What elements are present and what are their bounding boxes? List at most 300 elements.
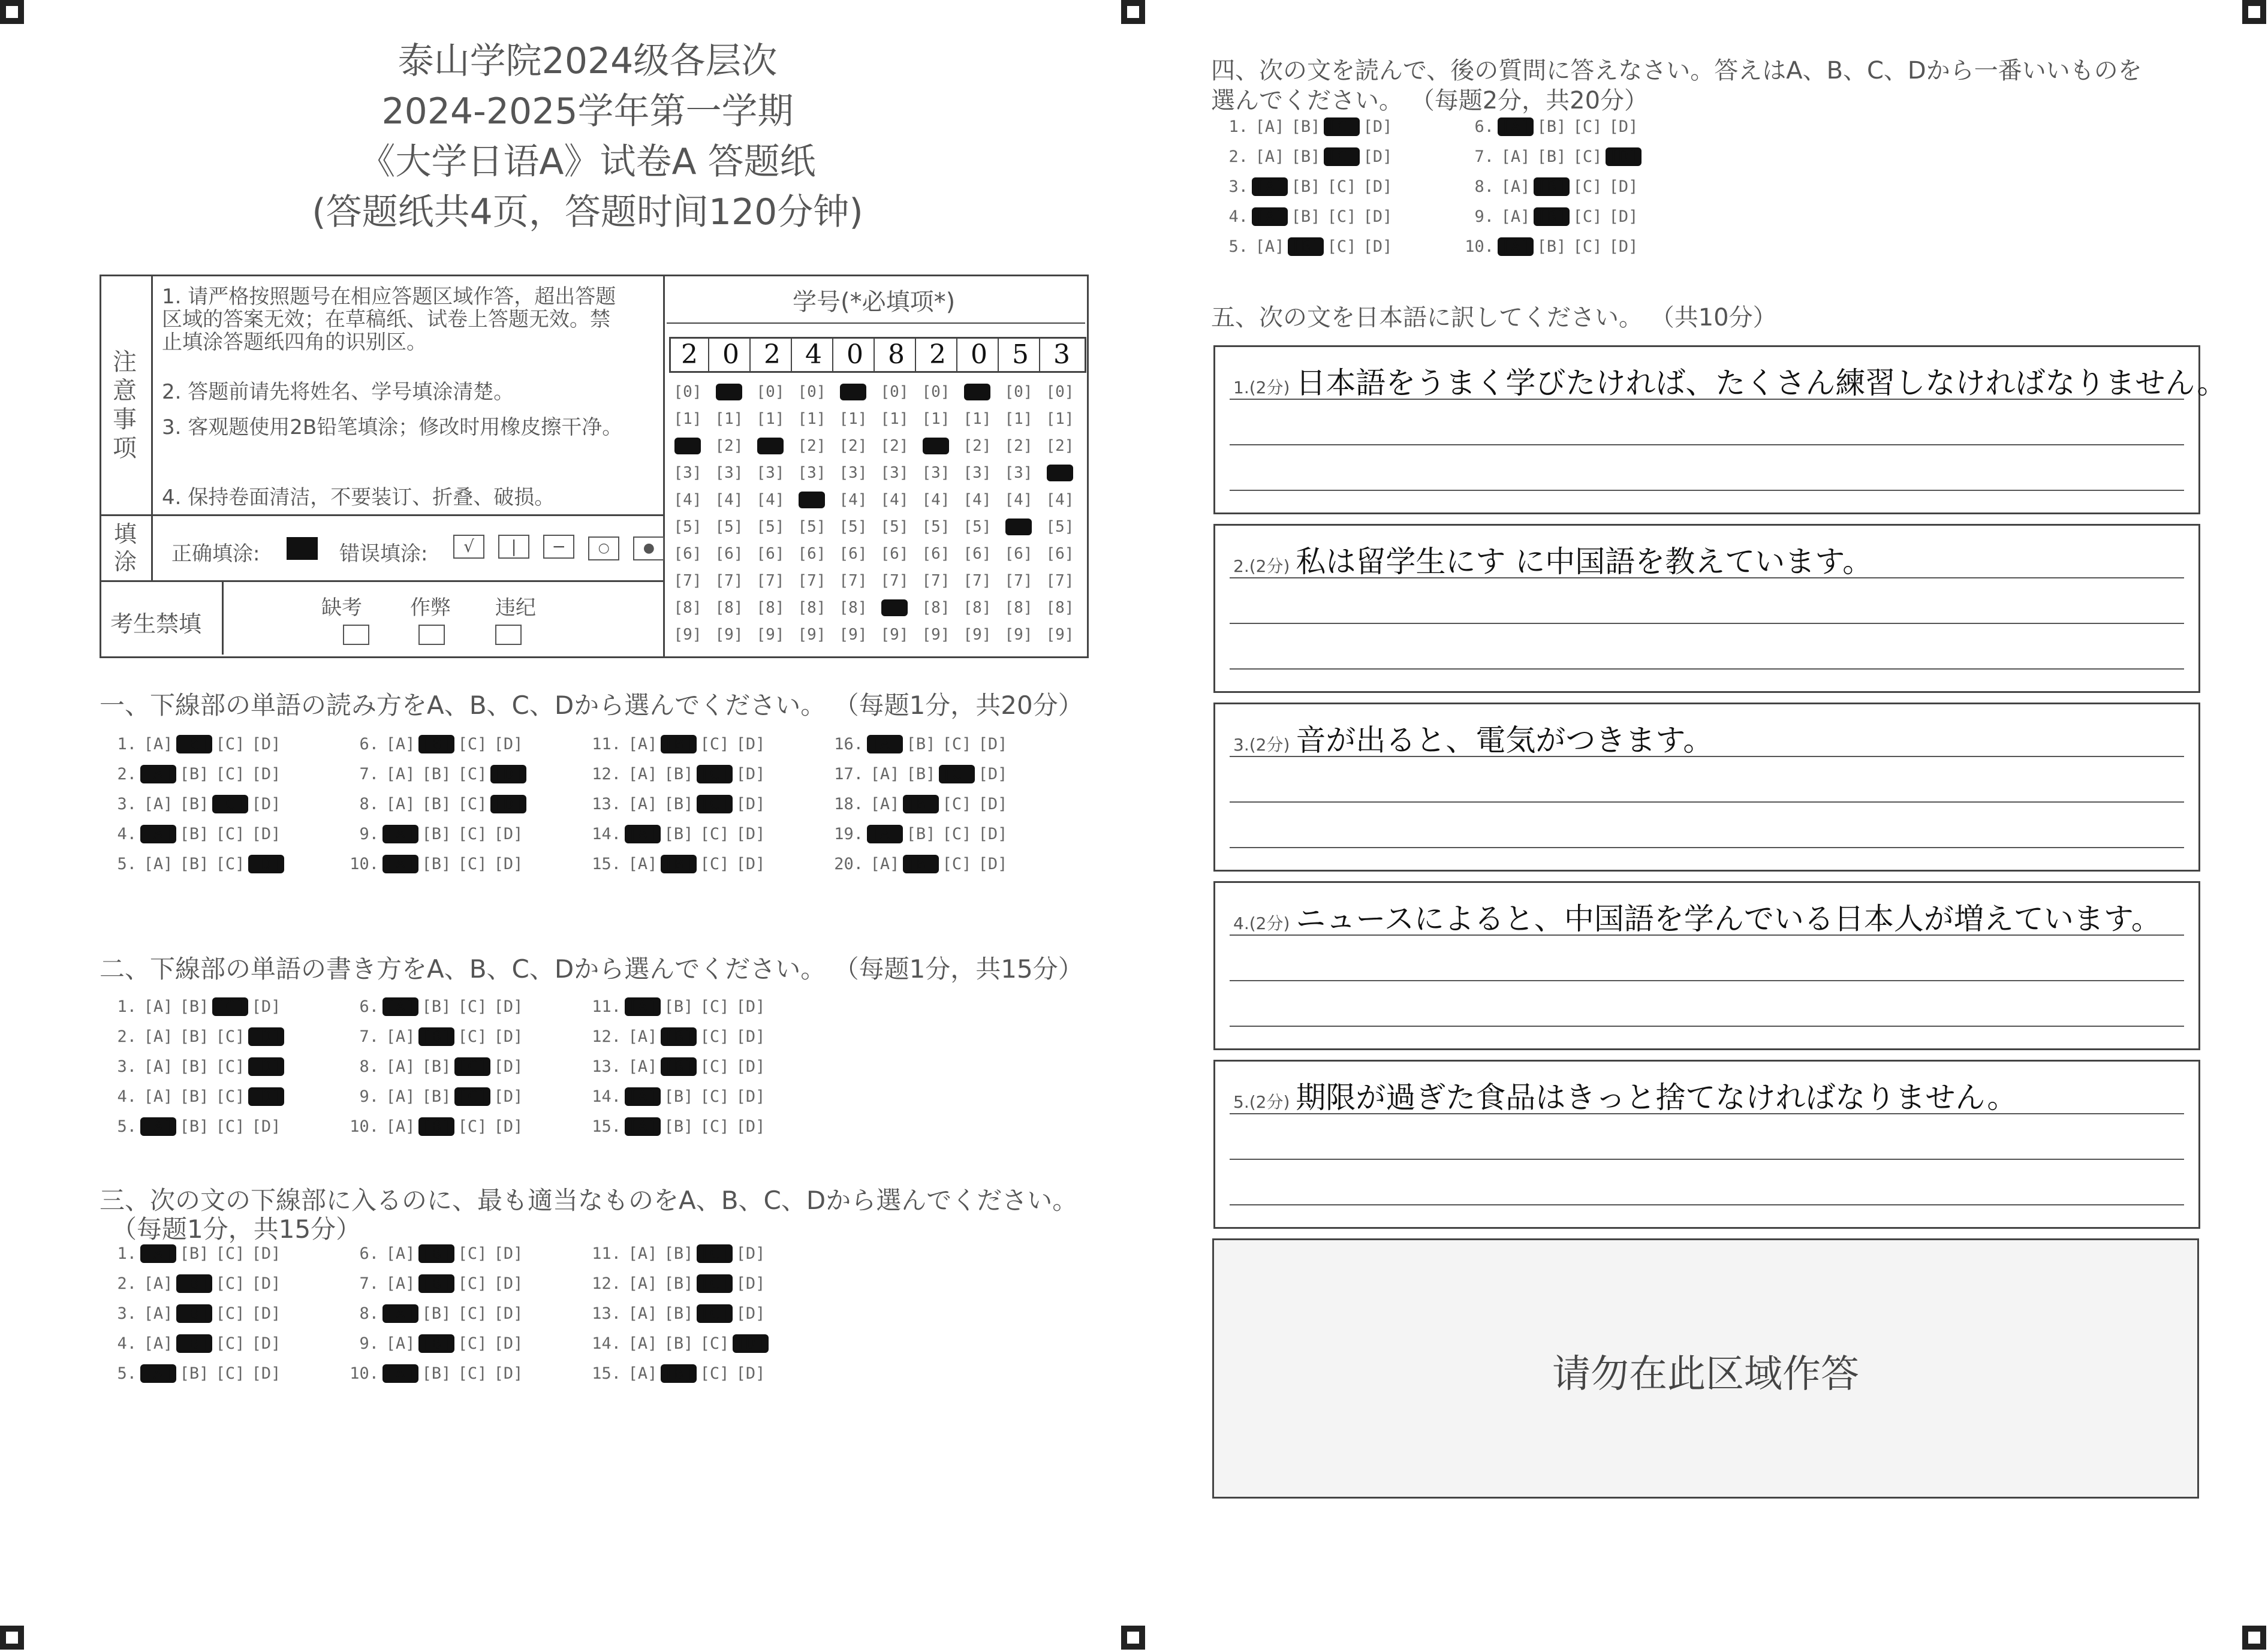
- translation-answer-box[interactable]: [1213, 345, 2227, 514]
- answer-bubble-c[interactable]: [C]: [215, 1057, 245, 1076]
- answer-bubble-b[interactable]: [B]: [176, 735, 212, 753]
- answer-bubble-a[interactable]: [A]: [143, 1057, 173, 1076]
- answer-bubble-d[interactable]: [D]: [493, 1117, 523, 1136]
- id-bubble[interactable]: [964, 384, 990, 400]
- id-bubble[interactable]: [2]: [1046, 437, 1074, 455]
- answer-bubble-b[interactable]: [B]: [1291, 207, 1321, 226]
- answer-bubble-c[interactable]: [C]: [697, 795, 733, 813]
- id-bubble[interactable]: [881, 599, 908, 616]
- answer-bubble-a[interactable]: [A]: [382, 1364, 418, 1383]
- answer-bubble-c[interactable]: [C]: [700, 1087, 730, 1106]
- answer-bubble-b[interactable]: [B]: [664, 1087, 694, 1106]
- answer-bubble-d[interactable]: [D]: [251, 997, 281, 1016]
- answer-bubble-b[interactable]: [B]: [661, 1057, 697, 1076]
- answer-bubble-c[interactable]: [C]: [215, 1027, 245, 1046]
- answer-bubble-d[interactable]: [D]: [733, 1334, 769, 1353]
- id-bubble[interactable]: [4]: [921, 491, 950, 509]
- answer-bubble-c[interactable]: [C]: [939, 765, 975, 783]
- id-bubble[interactable]: [6]: [963, 545, 992, 563]
- answer-bubble-c[interactable]: [C]: [942, 825, 972, 843]
- id-bubble[interactable]: [6]: [1046, 545, 1074, 563]
- id-bubble[interactable]: [5]: [756, 518, 785, 536]
- answer-bubble-c[interactable]: [C]: [1573, 207, 1603, 226]
- answer-bubble-b[interactable]: [B]: [664, 1244, 694, 1263]
- answer-bubble-b[interactable]: [B]: [1291, 147, 1321, 166]
- answer-bubble-c[interactable]: [C]: [1573, 177, 1603, 196]
- id-bubble[interactable]: [1047, 465, 1073, 481]
- id-bubble[interactable]: [0]: [921, 383, 950, 401]
- answer-bubble-d[interactable]: [D]: [1363, 207, 1393, 226]
- answer-bubble-a[interactable]: [A]: [140, 1364, 176, 1383]
- id-bubble[interactable]: [1]: [880, 410, 909, 428]
- id-bubble[interactable]: [5]: [839, 518, 868, 536]
- answer-bubble-d[interactable]: [D]: [1363, 117, 1393, 136]
- answer-bubble-c[interactable]: [C]: [700, 1027, 730, 1046]
- answer-bubble-d[interactable]: [D]: [736, 765, 766, 783]
- id-bubble[interactable]: [3]: [756, 464, 785, 482]
- answer-bubble-b[interactable]: [B]: [418, 1117, 454, 1136]
- id-bubble[interactable]: [0]: [797, 383, 826, 401]
- answer-bubble-b[interactable]: [B]: [664, 1334, 694, 1353]
- answer-bubble-b[interactable]: [B]: [418, 1027, 454, 1046]
- answer-bubble-d[interactable]: [D]: [490, 795, 526, 813]
- id-bubble[interactable]: [6]: [1004, 545, 1033, 563]
- answer-bubble-a[interactable]: [A]: [385, 1027, 415, 1046]
- answer-bubble-a[interactable]: [A]: [140, 825, 176, 843]
- answer-bubble-c[interactable]: [C]: [215, 765, 245, 783]
- id-bubble[interactable]: [7]: [797, 572, 826, 590]
- answer-bubble-d[interactable]: [D]: [736, 855, 766, 873]
- id-bubble[interactable]: [9]: [1004, 626, 1033, 644]
- id-bubble[interactable]: [3]: [715, 464, 743, 482]
- answer-bubble-d[interactable]: [D]: [251, 735, 281, 753]
- answer-bubble-a[interactable]: [A]: [385, 735, 415, 753]
- answer-bubble-b[interactable]: [B]: [1537, 237, 1567, 256]
- answer-bubble-c[interactable]: [C]: [457, 795, 487, 813]
- id-bubble[interactable]: [8]: [1004, 599, 1033, 617]
- answer-bubble-b[interactable]: [B]: [421, 825, 451, 843]
- answer-bubble-a[interactable]: [A]: [1255, 237, 1285, 256]
- id-bubble[interactable]: [7]: [1004, 572, 1033, 590]
- answer-bubble-a[interactable]: [A]: [1498, 117, 1534, 136]
- answer-bubble-a[interactable]: [A]: [628, 1027, 658, 1046]
- answer-bubble-c[interactable]: [C]: [457, 1304, 487, 1323]
- id-bubble[interactable]: [2]: [715, 437, 743, 455]
- id-bubble[interactable]: [7]: [921, 572, 950, 590]
- answer-bubble-d[interactable]: [D]: [493, 1364, 523, 1383]
- answer-bubble-c[interactable]: [C]: [212, 795, 248, 813]
- answer-bubble-c[interactable]: [C]: [700, 735, 730, 753]
- answer-bubble-b[interactable]: [B]: [1291, 177, 1321, 196]
- answer-bubble-b[interactable]: [B]: [661, 735, 697, 753]
- answer-bubble-a[interactable]: [A]: [140, 1117, 176, 1136]
- answer-bubble-a[interactable]: [A]: [143, 1334, 173, 1353]
- answer-bubble-c[interactable]: [C]: [697, 1244, 733, 1263]
- answer-bubble-c[interactable]: [C]: [215, 1334, 245, 1353]
- answer-bubble-d[interactable]: [D]: [736, 1087, 766, 1106]
- id-bubble[interactable]: [1]: [963, 410, 992, 428]
- id-bubble[interactable]: [7]: [963, 572, 992, 590]
- answer-bubble-b[interactable]: [B]: [421, 1057, 451, 1076]
- answer-bubble-c[interactable]: [C]: [215, 1274, 245, 1293]
- answer-bubble-b[interactable]: [B]: [906, 765, 936, 783]
- id-bubble[interactable]: [3]: [1004, 464, 1033, 482]
- id-bubble[interactable]: [6]: [839, 545, 868, 563]
- answer-bubble-d[interactable]: [D]: [978, 855, 1008, 873]
- answer-bubble-b[interactable]: [B]: [1534, 177, 1570, 196]
- answer-bubble-a[interactable]: [A]: [385, 1274, 415, 1293]
- answer-bubble-a[interactable]: [A]: [870, 765, 900, 783]
- violation-checkbox[interactable]: [495, 625, 522, 645]
- id-bubble[interactable]: [7]: [673, 572, 702, 590]
- answer-bubble-b[interactable]: [B]: [176, 1274, 212, 1293]
- answer-bubble-b[interactable]: [B]: [1291, 117, 1321, 136]
- answer-bubble-d[interactable]: [D]: [493, 735, 523, 753]
- answer-bubble-b[interactable]: [B]: [418, 1274, 454, 1293]
- answer-bubble-a[interactable]: [A]: [143, 1087, 173, 1106]
- id-bubble[interactable]: [9]: [921, 626, 950, 644]
- answer-bubble-b[interactable]: [B]: [418, 1244, 454, 1263]
- answer-bubble-a[interactable]: [A]: [385, 1334, 415, 1353]
- answer-bubble-d[interactable]: [D]: [736, 1117, 766, 1136]
- answer-bubble-c[interactable]: [C]: [1327, 207, 1357, 226]
- answer-bubble-d[interactable]: [D]: [736, 795, 766, 813]
- answer-bubble-a[interactable]: [A]: [1252, 177, 1288, 196]
- answer-bubble-c[interactable]: [C]: [215, 1087, 245, 1106]
- answer-bubble-d[interactable]: [D]: [493, 1027, 523, 1046]
- id-bubble[interactable]: [7]: [756, 572, 785, 590]
- answer-bubble-b[interactable]: [B]: [179, 1087, 209, 1106]
- id-bubble[interactable]: [840, 384, 866, 400]
- answer-bubble-b[interactable]: [B]: [664, 765, 694, 783]
- id-bubble[interactable]: [1]: [673, 410, 702, 428]
- answer-bubble-a[interactable]: [A]: [628, 1244, 658, 1263]
- answer-bubble-d[interactable]: [D]: [1363, 237, 1393, 256]
- answer-bubble-c[interactable]: [C]: [700, 1117, 730, 1136]
- answer-bubble-c[interactable]: [C]: [212, 997, 248, 1016]
- answer-bubble-c[interactable]: [C]: [1324, 147, 1360, 166]
- id-bubble[interactable]: [8]: [921, 599, 950, 617]
- answer-bubble-a[interactable]: [A]: [625, 1087, 661, 1106]
- id-bubble[interactable]: [7]: [715, 572, 743, 590]
- answer-bubble-d[interactable]: [D]: [493, 825, 523, 843]
- id-bubble[interactable]: [9]: [715, 626, 743, 644]
- answer-bubble-b[interactable]: [B]: [179, 997, 209, 1016]
- answer-bubble-d[interactable]: [D]: [736, 1027, 766, 1046]
- id-bubble[interactable]: [5]: [797, 518, 826, 536]
- id-bubble[interactable]: [6]: [921, 545, 950, 563]
- answer-bubble-b[interactable]: [B]: [1288, 237, 1324, 256]
- answer-bubble-c[interactable]: [C]: [457, 825, 487, 843]
- answer-bubble-b[interactable]: [B]: [1534, 207, 1570, 226]
- id-bubble[interactable]: [1]: [839, 410, 868, 428]
- id-bubble[interactable]: [0]: [880, 383, 909, 401]
- answer-bubble-a[interactable]: [A]: [867, 825, 903, 843]
- answer-bubble-d[interactable]: [D]: [251, 1117, 281, 1136]
- id-bubble[interactable]: [1]: [1004, 410, 1033, 428]
- id-bubble[interactable]: [1]: [921, 410, 950, 428]
- answer-bubble-d[interactable]: [D]: [493, 1274, 523, 1293]
- answer-bubble-d[interactable]: [D]: [493, 1087, 523, 1106]
- answer-bubble-c[interactable]: [C]: [457, 1117, 487, 1136]
- answer-bubble-d[interactable]: [D]: [493, 1304, 523, 1323]
- answer-bubble-c[interactable]: [C]: [457, 765, 487, 783]
- id-bubble[interactable]: [5]: [673, 518, 702, 536]
- answer-bubble-b[interactable]: [B]: [664, 795, 694, 813]
- answer-bubble-b[interactable]: [B]: [661, 1027, 697, 1046]
- cheat-checkbox[interactable]: [418, 625, 445, 645]
- id-bubble[interactable]: [9]: [673, 626, 702, 644]
- answer-bubble-d[interactable]: [D]: [978, 765, 1008, 783]
- answer-bubble-d[interactable]: [D]: [248, 1027, 284, 1046]
- answer-bubble-c[interactable]: [C]: [215, 1117, 245, 1136]
- answer-bubble-b[interactable]: [B]: [176, 1334, 212, 1353]
- answer-bubble-a[interactable]: [A]: [628, 855, 658, 873]
- answer-bubble-a[interactable]: [A]: [143, 795, 173, 813]
- id-bubble[interactable]: [2]: [963, 437, 992, 455]
- id-bubble[interactable]: [8]: [839, 599, 868, 617]
- translation-answer-box[interactable]: [1213, 881, 2200, 1050]
- answer-bubble-a[interactable]: [A]: [385, 1244, 415, 1263]
- id-bubble[interactable]: [5]: [880, 518, 909, 536]
- answer-bubble-b[interactable]: [B]: [421, 1087, 451, 1106]
- answer-bubble-b[interactable]: [B]: [1537, 117, 1567, 136]
- id-bubble[interactable]: [5]: [1046, 518, 1074, 536]
- id-bubble[interactable]: [674, 438, 701, 454]
- answer-bubble-b[interactable]: [B]: [664, 1117, 694, 1136]
- answer-bubble-c[interactable]: [C]: [457, 855, 487, 873]
- id-bubble[interactable]: [3]: [673, 464, 702, 482]
- answer-bubble-d[interactable]: [D]: [736, 1304, 766, 1323]
- answer-bubble-d[interactable]: [D]: [1609, 117, 1638, 136]
- answer-bubble-c[interactable]: [C]: [457, 1244, 487, 1263]
- answer-bubble-d[interactable]: [D]: [493, 1244, 523, 1263]
- answer-bubble-a[interactable]: [A]: [143, 1274, 173, 1293]
- absent-checkbox[interactable]: [343, 625, 369, 645]
- id-bubble[interactable]: [9]: [756, 626, 785, 644]
- answer-bubble-a[interactable]: [A]: [1501, 207, 1531, 226]
- answer-bubble-c[interactable]: [C]: [942, 795, 972, 813]
- answer-bubble-d[interactable]: [D]: [978, 825, 1008, 843]
- answer-bubble-d[interactable]: [D]: [493, 855, 523, 873]
- answer-bubble-a[interactable]: [A]: [385, 1057, 415, 1076]
- id-bubble[interactable]: [5]: [921, 518, 950, 536]
- answer-bubble-d[interactable]: [D]: [736, 997, 766, 1016]
- id-bubble[interactable]: [0]: [1046, 383, 1074, 401]
- answer-bubble-c[interactable]: [C]: [700, 997, 730, 1016]
- answer-bubble-c[interactable]: [C]: [942, 855, 972, 873]
- answer-bubble-a[interactable]: [A]: [382, 997, 418, 1016]
- answer-bubble-c[interactable]: [C]: [700, 825, 730, 843]
- answer-bubble-a[interactable]: [A]: [625, 825, 661, 843]
- id-bubble[interactable]: [8]: [1046, 599, 1074, 617]
- id-bubble[interactable]: [8]: [673, 599, 702, 617]
- answer-bubble-a[interactable]: [A]: [382, 855, 418, 873]
- id-bubble[interactable]: [0]: [756, 383, 785, 401]
- answer-bubble-c[interactable]: [C]: [700, 855, 730, 873]
- answer-bubble-b[interactable]: [B]: [661, 1364, 697, 1383]
- answer-bubble-d[interactable]: [D]: [978, 735, 1008, 753]
- id-bubble[interactable]: [4]: [673, 491, 702, 509]
- answer-bubble-b[interactable]: [B]: [421, 1364, 451, 1383]
- answer-bubble-a[interactable]: [A]: [1255, 147, 1285, 166]
- answer-bubble-b[interactable]: [B]: [661, 855, 697, 873]
- id-bubble[interactable]: [2]: [880, 437, 909, 455]
- answer-bubble-b[interactable]: [B]: [176, 1304, 212, 1323]
- answer-bubble-d[interactable]: [D]: [736, 825, 766, 843]
- answer-bubble-a[interactable]: [A]: [628, 1364, 658, 1383]
- answer-bubble-c[interactable]: [C]: [215, 825, 245, 843]
- id-bubble[interactable]: [0]: [1004, 383, 1033, 401]
- id-bubble[interactable]: [1]: [715, 410, 743, 428]
- answer-bubble-a[interactable]: [A]: [140, 1244, 176, 1263]
- answer-bubble-c[interactable]: [C]: [1327, 177, 1357, 196]
- answer-bubble-b[interactable]: [B]: [421, 765, 451, 783]
- answer-bubble-d[interactable]: [D]: [1609, 177, 1638, 196]
- answer-bubble-b[interactable]: [B]: [421, 795, 451, 813]
- id-bubble[interactable]: [1]: [756, 410, 785, 428]
- answer-bubble-d[interactable]: [D]: [251, 795, 281, 813]
- answer-bubble-a[interactable]: [A]: [382, 1304, 418, 1323]
- id-bubble[interactable]: [9]: [880, 626, 909, 644]
- answer-bubble-d[interactable]: [D]: [251, 765, 281, 783]
- answer-bubble-d[interactable]: [D]: [248, 855, 284, 873]
- answer-bubble-a[interactable]: [A]: [385, 1087, 415, 1106]
- answer-bubble-a[interactable]: [A]: [385, 765, 415, 783]
- id-bubble[interactable]: [8]: [756, 599, 785, 617]
- answer-bubble-a[interactable]: [A]: [1501, 177, 1531, 196]
- id-bubble[interactable]: [4]: [1004, 491, 1033, 509]
- answer-bubble-a[interactable]: [A]: [143, 997, 173, 1016]
- answer-bubble-b[interactable]: [B]: [179, 855, 209, 873]
- answer-bubble-a[interactable]: [A]: [628, 1334, 658, 1353]
- answer-bubble-a[interactable]: [A]: [143, 1304, 173, 1323]
- answer-bubble-d[interactable]: [D]: [248, 1087, 284, 1106]
- id-bubble[interactable]: [5]: [715, 518, 743, 536]
- answer-bubble-b[interactable]: [B]: [906, 825, 936, 843]
- answer-bubble-d[interactable]: [D]: [251, 1334, 281, 1353]
- answer-bubble-a[interactable]: [A]: [1501, 147, 1531, 166]
- answer-bubble-c[interactable]: [C]: [215, 1304, 245, 1323]
- answer-bubble-d[interactable]: [D]: [736, 735, 766, 753]
- answer-bubble-a[interactable]: [A]: [870, 855, 900, 873]
- answer-bubble-d[interactable]: [D]: [1363, 177, 1393, 196]
- answer-bubble-d[interactable]: [D]: [1609, 237, 1638, 256]
- answer-bubble-c[interactable]: [C]: [700, 1057, 730, 1076]
- answer-bubble-c[interactable]: [C]: [454, 1087, 490, 1106]
- answer-bubble-d[interactable]: [D]: [251, 825, 281, 843]
- answer-bubble-c[interactable]: [C]: [1327, 237, 1357, 256]
- answer-bubble-d[interactable]: [D]: [251, 1364, 281, 1383]
- id-bubble[interactable]: [3]: [839, 464, 868, 482]
- id-bubble[interactable]: [4]: [756, 491, 785, 509]
- translation-answer-box[interactable]: [1213, 1060, 2200, 1229]
- answer-bubble-d[interactable]: [D]: [248, 1057, 284, 1076]
- answer-bubble-b[interactable]: [B]: [421, 1304, 451, 1323]
- id-bubble[interactable]: [6]: [797, 545, 826, 563]
- answer-bubble-a[interactable]: [A]: [628, 765, 658, 783]
- id-bubble[interactable]: [757, 438, 784, 454]
- answer-bubble-a[interactable]: [A]: [628, 1304, 658, 1323]
- answer-bubble-b[interactable]: [B]: [179, 1364, 209, 1383]
- answer-bubble-b[interactable]: [B]: [179, 1057, 209, 1076]
- id-bubble[interactable]: [9]: [839, 626, 868, 644]
- id-bubble[interactable]: [2]: [839, 437, 868, 455]
- id-bubble[interactable]: [716, 384, 742, 400]
- answer-bubble-b[interactable]: [B]: [421, 855, 451, 873]
- answer-bubble-a[interactable]: [A]: [1255, 117, 1285, 136]
- answer-bubble-d[interactable]: [D]: [736, 1364, 766, 1383]
- answer-bubble-c[interactable]: [C]: [457, 1274, 487, 1293]
- answer-bubble-a[interactable]: [A]: [143, 855, 173, 873]
- id-bubble[interactable]: [8]: [715, 599, 743, 617]
- answer-bubble-c[interactable]: [C]: [697, 1304, 733, 1323]
- id-bubble[interactable]: [5]: [963, 518, 992, 536]
- answer-bubble-d[interactable]: [D]: [1609, 207, 1638, 226]
- answer-bubble-c[interactable]: [C]: [1324, 117, 1360, 136]
- answer-bubble-c[interactable]: [C]: [1573, 147, 1603, 166]
- answer-bubble-c[interactable]: [C]: [215, 1364, 245, 1383]
- answer-bubble-b[interactable]: [B]: [903, 795, 939, 813]
- id-bubble[interactable]: [6]: [880, 545, 909, 563]
- answer-bubble-a[interactable]: [A]: [870, 795, 900, 813]
- answer-bubble-d[interactable]: [D]: [978, 795, 1008, 813]
- answer-bubble-a[interactable]: [A]: [143, 735, 173, 753]
- answer-bubble-a[interactable]: [A]: [628, 735, 658, 753]
- answer-bubble-d[interactable]: [D]: [251, 1304, 281, 1323]
- id-bubble[interactable]: [2]: [1004, 437, 1033, 455]
- id-bubble[interactable]: [9]: [797, 626, 826, 644]
- answer-bubble-c[interactable]: [C]: [457, 997, 487, 1016]
- answer-bubble-b[interactable]: [B]: [179, 1244, 209, 1263]
- answer-bubble-d[interactable]: [D]: [493, 1334, 523, 1353]
- answer-bubble-c[interactable]: [C]: [457, 735, 487, 753]
- answer-bubble-a[interactable]: [A]: [867, 735, 903, 753]
- translation-answer-box[interactable]: [1213, 524, 2200, 693]
- answer-bubble-c[interactable]: [C]: [457, 1334, 487, 1353]
- id-bubble[interactable]: [8]: [797, 599, 826, 617]
- id-bubble[interactable]: [1]: [797, 410, 826, 428]
- answer-bubble-d[interactable]: [D]: [736, 1057, 766, 1076]
- answer-bubble-b[interactable]: [B]: [418, 1334, 454, 1353]
- answer-bubble-c[interactable]: [C]: [942, 735, 972, 753]
- id-bubble[interactable]: [7]: [1046, 572, 1074, 590]
- id-bubble[interactable]: [7]: [839, 572, 868, 590]
- id-bubble[interactable]: [799, 492, 825, 508]
- answer-bubble-a[interactable]: [A]: [625, 997, 661, 1016]
- answer-bubble-d[interactable]: [D]: [1606, 147, 1641, 166]
- answer-bubble-a[interactable]: [A]: [143, 1027, 173, 1046]
- id-bubble[interactable]: [3]: [963, 464, 992, 482]
- answer-bubble-d[interactable]: [D]: [490, 765, 526, 783]
- id-bubble[interactable]: [7]: [880, 572, 909, 590]
- answer-bubble-d[interactable]: [D]: [251, 1244, 281, 1263]
- id-bubble[interactable]: [6]: [756, 545, 785, 563]
- answer-bubble-c[interactable]: [C]: [457, 1364, 487, 1383]
- answer-bubble-d[interactable]: [D]: [1363, 147, 1393, 166]
- answer-bubble-c[interactable]: [C]: [700, 1364, 730, 1383]
- answer-bubble-b[interactable]: [B]: [179, 825, 209, 843]
- id-bubble[interactable]: [1]: [1046, 410, 1074, 428]
- id-bubble[interactable]: [4]: [839, 491, 868, 509]
- id-bubble[interactable]: [4]: [880, 491, 909, 509]
- answer-bubble-a[interactable]: [A]: [382, 825, 418, 843]
- answer-bubble-b[interactable]: [B]: [179, 795, 209, 813]
- id-bubble[interactable]: [3]: [921, 464, 950, 482]
- id-bubble[interactable]: [4]: [715, 491, 743, 509]
- answer-bubble-b[interactable]: [B]: [179, 1117, 209, 1136]
- id-bubble[interactable]: [9]: [963, 626, 992, 644]
